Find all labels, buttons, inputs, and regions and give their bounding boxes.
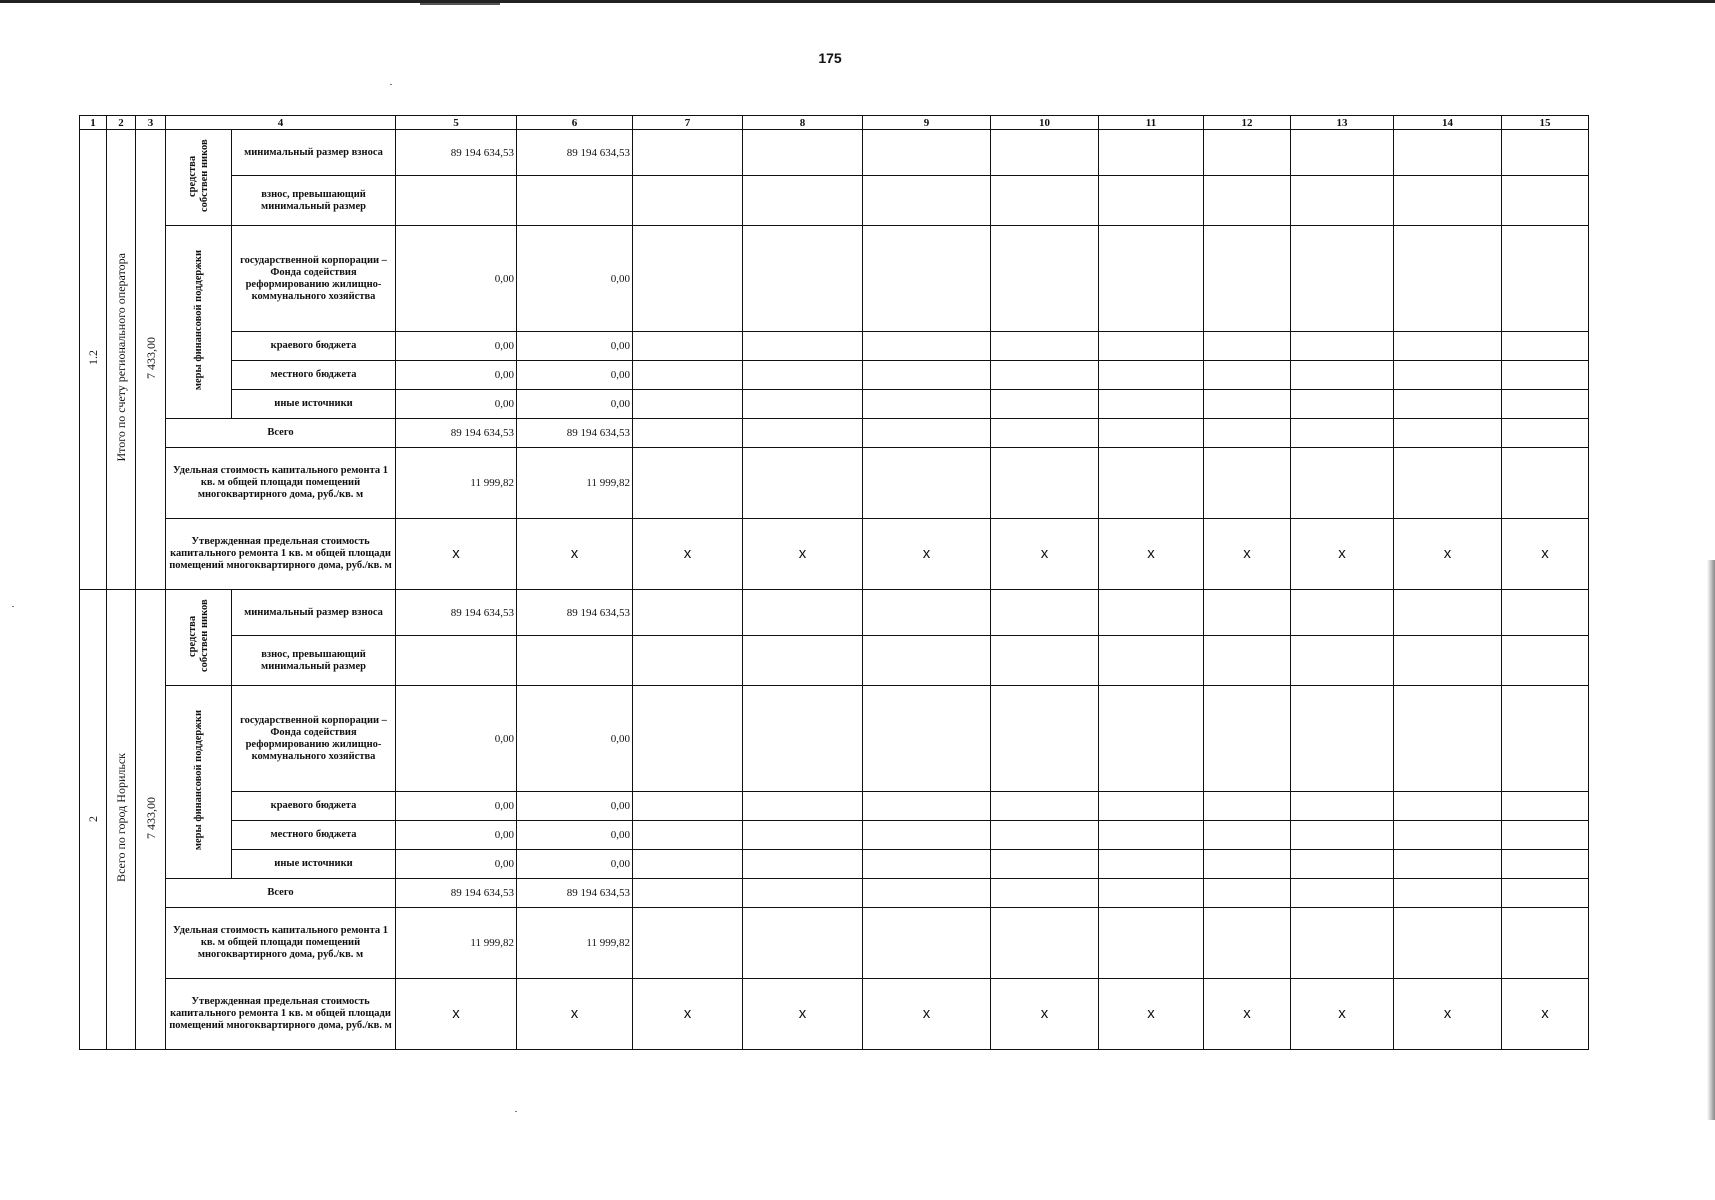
section-row [80,176,1589,226]
row-label-unit-cost: Удельная стоимость капитального ремонта 1 кв. м общей площади помещений многоквартирного дома, руб./кв. м [166,448,396,519]
empty-cell [1204,850,1291,879]
empty-cell [1291,176,1394,226]
empty-cell [1291,821,1394,850]
empty-cell [1099,176,1204,226]
empty-cell [1394,821,1502,850]
empty-cell [1394,908,1502,979]
value-col6: 0,00 [517,226,633,332]
empty-cell [863,636,991,686]
empty-cell [991,821,1099,850]
empty-cell [1099,390,1204,419]
empty-cell [1502,850,1589,879]
value-col6 [517,176,633,226]
empty-cell [1291,879,1394,908]
column-number-row [80,116,1589,130]
empty-cell [863,226,991,332]
row-label-min-fee: минимальный размер взноса [232,590,396,636]
value-col5: 0,00 [396,686,517,792]
column-number: 7 [633,116,743,130]
empty-cell [863,332,991,361]
section-row [80,792,1589,821]
empty-cell [743,686,863,792]
empty-cell [1502,361,1589,390]
row-label-total: Всего [166,419,396,448]
empty-cell [1099,361,1204,390]
empty-cell [633,130,743,176]
empty-cell [1394,226,1502,332]
value-col5: 89 194 634,53 [396,879,517,908]
value-col6: 89 194 634,53 [517,419,633,448]
value-col5: 0,00 [396,850,517,879]
empty-cell [743,390,863,419]
empty-cell [1204,636,1291,686]
x-mark: x [863,979,991,1050]
value-col5 [396,176,517,226]
empty-cell [1291,419,1394,448]
empty-cell [1291,332,1394,361]
empty-cell [1394,850,1502,879]
empty-cell [1099,636,1204,686]
section-row [80,636,1589,686]
empty-cell [1394,636,1502,686]
value-col5 [396,636,517,686]
x-mark: x [1204,979,1291,1050]
empty-cell [1502,448,1589,519]
empty-cell [863,686,991,792]
empty-cell [743,908,863,979]
row-label-over-min: взнос, превышающий минимальный размер [232,176,396,226]
x-mark: x [743,979,863,1050]
x-mark: x [396,979,517,1050]
section-area: 7 433,00 [136,590,166,1050]
empty-cell [1204,686,1291,792]
empty-cell [991,686,1099,792]
empty-cell [633,332,743,361]
empty-cell [743,419,863,448]
column-number: 6 [517,116,633,130]
scan-top-border [0,0,1715,3]
empty-cell [1502,590,1589,636]
x-mark: x [633,519,743,590]
empty-cell [1502,821,1589,850]
empty-cell [1099,686,1204,792]
x-mark: x [1394,519,1502,590]
empty-cell [743,361,863,390]
x-mark: x [396,519,517,590]
capital-repair-table [79,115,1589,1050]
section-row [80,361,1589,390]
owners-funds-group: средства собствен ников [166,590,232,686]
empty-cell [1291,130,1394,176]
empty-cell [1394,879,1502,908]
empty-cell [633,821,743,850]
empty-cell [1291,908,1394,979]
empty-cell [1204,792,1291,821]
scan-top-mark [420,3,500,5]
empty-cell [1204,390,1291,419]
empty-cell [1502,686,1589,792]
empty-cell [991,361,1099,390]
empty-cell [991,636,1099,686]
empty-cell [863,879,991,908]
empty-cell [1099,821,1204,850]
column-number: 8 [743,116,863,130]
section-row [80,686,1589,792]
column-number: 5 [396,116,517,130]
empty-cell [1099,448,1204,519]
row-label-regional: краевого бюджета [232,792,396,821]
column-number: 12 [1204,116,1291,130]
empty-cell [1099,879,1204,908]
empty-cell [633,361,743,390]
empty-cell [863,361,991,390]
empty-cell [863,590,991,636]
row-label-other: иные источники [232,390,396,419]
empty-cell [1204,908,1291,979]
empty-cell [743,636,863,686]
value-col6: 0,00 [517,850,633,879]
empty-cell [1099,850,1204,879]
column-number: 3 [136,116,166,130]
empty-cell [1502,130,1589,176]
empty-cell [991,176,1099,226]
empty-cell [863,448,991,519]
empty-cell [1291,448,1394,519]
empty-cell [863,419,991,448]
empty-cell [1099,792,1204,821]
empty-cell [633,226,743,332]
value-col5: 89 194 634,53 [396,590,517,636]
empty-cell [991,332,1099,361]
section-row [80,226,1589,332]
empty-cell [1394,590,1502,636]
section-title: Всего по город Норильск [107,590,136,1050]
x-mark: x [517,979,633,1050]
row-label-corp: государственной корпорации – Фонда содействия реформированию жилищно-коммунального хозяйства [232,686,396,792]
empty-cell [1394,792,1502,821]
financial-support-group: меры финансовой поддержки [166,686,232,879]
empty-cell [991,850,1099,879]
x-mark: x [1099,979,1204,1050]
value-col6: 0,00 [517,361,633,390]
empty-cell [991,130,1099,176]
empty-cell [1502,636,1589,686]
value-col6 [517,636,633,686]
empty-cell [1099,226,1204,332]
empty-cell [1204,332,1291,361]
empty-cell [1394,448,1502,519]
empty-cell [633,419,743,448]
empty-cell [1502,792,1589,821]
value-col6: 89 194 634,53 [517,130,633,176]
empty-cell [991,792,1099,821]
section-id: 2 [80,590,107,1050]
empty-cell [1291,390,1394,419]
column-number: 9 [863,116,991,130]
value-col6: 11 999,82 [517,908,633,979]
row-label-min-fee: минимальный размер взноса [232,130,396,176]
column-number: 2 [107,116,136,130]
empty-cell [1204,879,1291,908]
value-col5: 0,00 [396,390,517,419]
section-row [80,879,1589,908]
section-row [80,519,1589,590]
empty-cell [633,908,743,979]
value-col6: 0,00 [517,332,633,361]
value-col5: 0,00 [396,332,517,361]
empty-cell [743,332,863,361]
empty-cell [863,390,991,419]
column-number: 15 [1502,116,1589,130]
empty-cell [991,390,1099,419]
row-label-max-cost: Утвержденная предельная стоимость капитального ремонта 1 кв. м общей площади помещений многоквартирного дома, руб./кв. м [166,979,396,1050]
value-col5: 89 194 634,53 [396,130,517,176]
section-row [80,448,1589,519]
section-row [80,332,1589,361]
column-number: 10 [991,116,1099,130]
empty-cell [1291,636,1394,686]
empty-cell [1204,130,1291,176]
x-mark: x [863,519,991,590]
empty-cell [991,419,1099,448]
empty-cell [1204,590,1291,636]
empty-cell [991,448,1099,519]
empty-cell [1204,226,1291,332]
section-row [80,130,1589,176]
x-mark: x [1394,979,1502,1050]
x-mark: x [1502,979,1589,1050]
empty-cell [991,226,1099,332]
value-col6: 0,00 [517,390,633,419]
value-col5: 0,00 [396,821,517,850]
empty-cell [1099,908,1204,979]
empty-cell [743,821,863,850]
value-col6: 0,00 [517,686,633,792]
value-col6: 0,00 [517,821,633,850]
section-id: 1.2 [80,130,107,590]
empty-cell [633,636,743,686]
empty-cell [1394,419,1502,448]
empty-cell [1291,226,1394,332]
x-mark: x [1291,519,1394,590]
empty-cell [1099,130,1204,176]
empty-cell [1291,850,1394,879]
value-col5: 0,00 [396,792,517,821]
scan-speck [515,1111,517,1112]
empty-cell [743,879,863,908]
empty-cell [863,130,991,176]
section-row [80,590,1589,636]
value-col5: 11 999,82 [396,908,517,979]
empty-cell [633,850,743,879]
x-mark: x [991,519,1099,590]
empty-cell [1099,590,1204,636]
section-row [80,850,1589,879]
value-col5: 11 999,82 [396,448,517,519]
column-number: 4 [166,116,396,130]
x-mark: x [743,519,863,590]
empty-cell [1502,176,1589,226]
empty-cell [991,879,1099,908]
scan-right-shadow [1707,560,1715,1120]
section-row [80,979,1589,1050]
column-number: 1 [80,116,107,130]
section-row [80,390,1589,419]
empty-cell [1204,821,1291,850]
financial-support-group: меры финансовой поддержки [166,226,232,419]
empty-cell [1204,419,1291,448]
empty-cell [1502,390,1589,419]
empty-cell [991,590,1099,636]
empty-cell [1291,590,1394,636]
empty-cell [863,850,991,879]
row-label-other: иные источники [232,850,396,879]
value-col6: 89 194 634,53 [517,879,633,908]
empty-cell [1502,908,1589,979]
x-mark: x [633,979,743,1050]
section-area: 7 433,00 [136,130,166,590]
value-col6: 11 999,82 [517,448,633,519]
page-number: 175 [818,50,842,66]
empty-cell [743,226,863,332]
empty-cell [633,686,743,792]
column-number: 14 [1394,116,1502,130]
section-row [80,419,1589,448]
owners-funds-group: средства собствен ников [166,130,232,226]
row-label-over-min: взнос, превышающий минимальный размер [232,636,396,686]
value-col5: 89 194 634,53 [396,419,517,448]
column-number: 13 [1291,116,1394,130]
empty-cell [863,792,991,821]
empty-cell [1502,879,1589,908]
value-col6: 0,00 [517,792,633,821]
x-mark: x [1502,519,1589,590]
empty-cell [633,792,743,821]
row-label-total: Всего [166,879,396,908]
empty-cell [743,176,863,226]
empty-cell [743,792,863,821]
section-title: Итого по счету регионального оператора [107,130,136,590]
value-col5: 0,00 [396,226,517,332]
row-label-max-cost: Утвержденная предельная стоимость капитального ремонта 1 кв. м общей площади помещений многоквартирного дома, руб./кв. м [166,519,396,590]
value-col6: 89 194 634,53 [517,590,633,636]
section-row [80,908,1589,979]
x-mark: x [1099,519,1204,590]
empty-cell [743,590,863,636]
x-mark: x [991,979,1099,1050]
empty-cell [863,821,991,850]
empty-cell [1394,176,1502,226]
scan-speck [390,84,392,85]
row-label-regional: краевого бюджета [232,332,396,361]
empty-cell [1502,332,1589,361]
empty-cell [1502,226,1589,332]
empty-cell [633,879,743,908]
empty-cell [1291,361,1394,390]
empty-cell [743,130,863,176]
empty-cell [1099,332,1204,361]
empty-cell [1394,686,1502,792]
row-label-local: местного бюджета [232,821,396,850]
column-number: 11 [1099,116,1204,130]
empty-cell [863,176,991,226]
empty-cell [633,176,743,226]
empty-cell [743,850,863,879]
x-mark: x [1291,979,1394,1050]
empty-cell [1502,419,1589,448]
value-col5: 0,00 [396,361,517,390]
scan-speck [12,606,14,607]
empty-cell [633,448,743,519]
empty-cell [1291,686,1394,792]
row-label-corp: государственной корпорации – Фонда содействия реформированию жилищно-коммунального хозяйства [232,226,396,332]
empty-cell [1099,419,1204,448]
empty-cell [1394,332,1502,361]
x-mark: x [1204,519,1291,590]
empty-cell [1394,361,1502,390]
empty-cell [1204,176,1291,226]
empty-cell [1394,390,1502,419]
empty-cell [743,448,863,519]
row-label-local: местного бюджета [232,361,396,390]
empty-cell [633,390,743,419]
x-mark: x [517,519,633,590]
empty-cell [863,908,991,979]
empty-cell [633,590,743,636]
empty-cell [1204,448,1291,519]
row-label-unit-cost: Удельная стоимость капитального ремонта 1 кв. м общей площади помещений многоквартирного дома, руб./кв. м [166,908,396,979]
empty-cell [1394,130,1502,176]
empty-cell [1204,361,1291,390]
empty-cell [991,908,1099,979]
section-row [80,821,1589,850]
empty-cell [1291,792,1394,821]
